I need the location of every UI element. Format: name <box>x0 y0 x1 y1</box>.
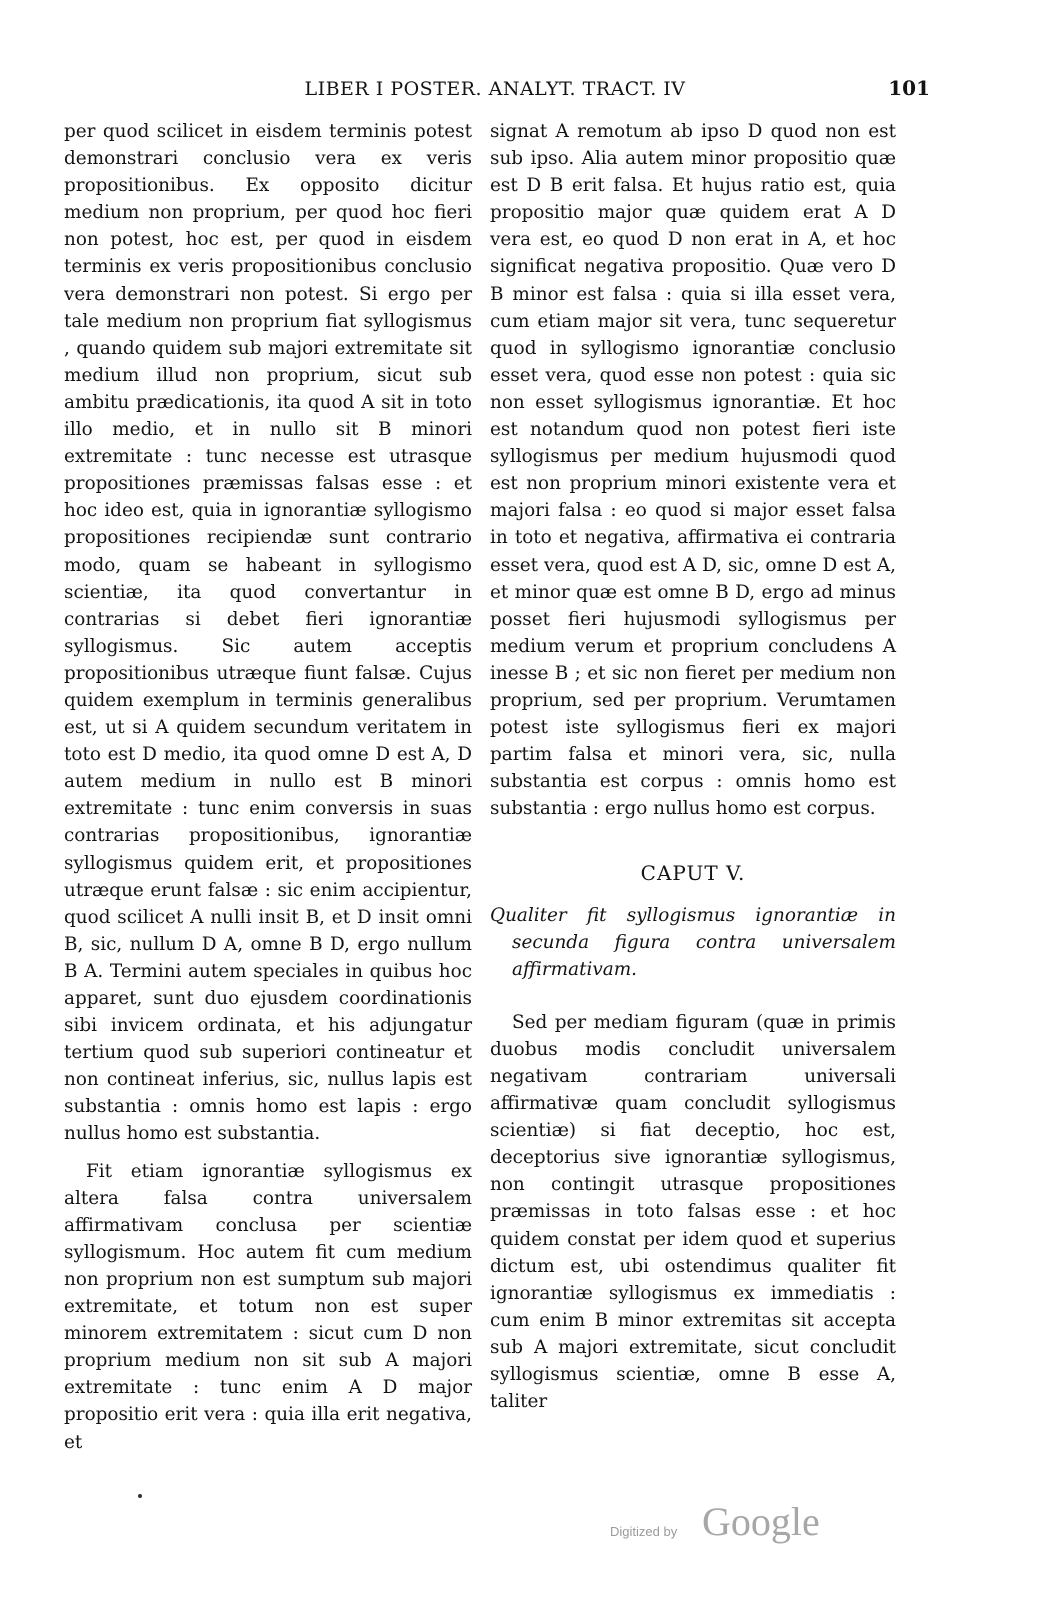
left-paragraph-2: Fit etiam ignorantiæ syllogismus ex altera falsa contra universalem affirmativam conclusa per scientiæ syllogismum. Hoc autem fit cum medium non proprium non est sumptum sub majori extremitate, et totum non est super minorem extremitatem : sicut cum D non proprium medium non sit sub A majori extremitate : tunc enim A D major propositio erit vera : quia illa erit negativa, et <box>64 1160 472 1453</box>
ink-speck <box>138 1494 142 1498</box>
right-paragraph-1: signat A remotum ab ipso D quod non est sub ipso. Alia autem minor propositio quæ est D B erit falsa. Et hujus ratio est, quia propositio major quæ quidem erat A D vera est, eo quod D non erat in A, et hoc significat negativa propositio. Quæ vero D B minor est falsa : quia si illa esset vera, cum etiam major sit vera, tunc sequeretur quod in syllogismo ignorantiæ conclusio esset vera, quod esse non potest : quia sic non esset syllogismus ignorantiæ. Et hoc est notandum quod non potest fieri iste syllogismus per medium hujusmodi quod est non proprium minori existente vera et majori falsa : eo quod si major esset falsa in toto et negativa, affirmativa ei contraria esset vera, quod est A D, sic, omne D est A, et minor quæ est omne B D, ergo ad minus posset fieri hujusmodi syllogismus per medium verum et proprium concludens A inesse B ; et sic non fieret per medium non proprium, sed per proprium. Verumtamen potest iste syllogismus fieri ex majori partim falsa et minori vera, sic, nulla substantia est corpus : omnis homo est substantia : ergo nullus homo est corpus. <box>490 121 896 820</box>
left-column <box>64 118 472 1456</box>
watermark-prefix: Digitized by <box>610 1524 678 1539</box>
chapter-summary: Qualiter fit syllogismus ignorantiæ in secunda figura contra universalem affirmativam. <box>490 904 896 980</box>
running-title: LIBER I POSTER. ANALYT. TRACT. IV <box>304 78 686 100</box>
right-column <box>490 118 896 1415</box>
page-header <box>60 74 930 108</box>
right-paragraph-2: Sed per mediam figuram (quæ in primis duobus modis concludit universalem negativam contrariam universali affirmativæ quam concludit syllogismus scientiæ) si fiat deceptio, hoc est, deceptorius sive ignorantiæ syllogismus, non contingit utrasque propositiones præmissas in toto falsas esse : et hoc quidem constat per idem quod et superius dictum est, ubi ostendimus qualiter fit ignorantiæ syllogismus ex immediatis : cum enim B minor extremitas sit accepta sub A majori extremitate, sicut concludit syllogismus scientiæ, omne B esse A, taliter <box>490 1011 896 1413</box>
google-logo: Google <box>702 1499 820 1544</box>
digitized-watermark <box>610 1498 850 1548</box>
page-number: 101 <box>888 76 930 100</box>
chapter-title: CAPUT V. <box>640 861 746 886</box>
left-paragraph-1: per quod scilicet in eisdem terminis potest demonstrari conclusio vera ex veris propositionibus. Ex opposito dicitur medium non proprium, per quod hoc fieri non potest, hoc est, per quod in eisdem terminis ex veris propositionibus conclusio vera demonstrari non potest. Si ergo per tale medium non proprium fiat syllogismus , quando quidem sub majori extremitate sit medium illud non proprium, sicut sub ambitu prædicationis, ita quod A sit in toto illo medio, et in nullo sit B minori extremitate : tunc necesse est utrasque propositiones præmissas falsas esse : et hoc ideo est, quia in ignorantiæ syllogismo propositiones recipiendæ sunt contrario modo, quam se habeant in syllogismo scientiæ, ita quod convertantur in contrarias si debet fieri ignorantiæ syllogismus. Sic autem acceptis propositionibus utræque fiunt falsæ. Cujus quidem exemplum in terminis generalibus est, ut si A quidem secundum veritatem in toto est D medio, ita quod omne D est A, D autem medium in nullo est B minori extremitate : tunc enim conversis in suas contrarias propositionibus, ignorantiæ syllogismus quidem erit, et propositiones utræque erunt falsæ : sic enim accipientur, quod scilicet A nulli insit B, et D insit omni B, sic, nullum D A, omne B D, ergo nullum B A. Termini autem speciales in quibus hoc apparet, sunt duo ejusdem coordinationis sibi invicem ordinata, et his adjungatur tertium quod sub superiori contineatur et non contineat inferius, sic, nullus lapis est substantia : omnis homo est lapis : ergo nullus homo est substantia. <box>64 121 472 1145</box>
